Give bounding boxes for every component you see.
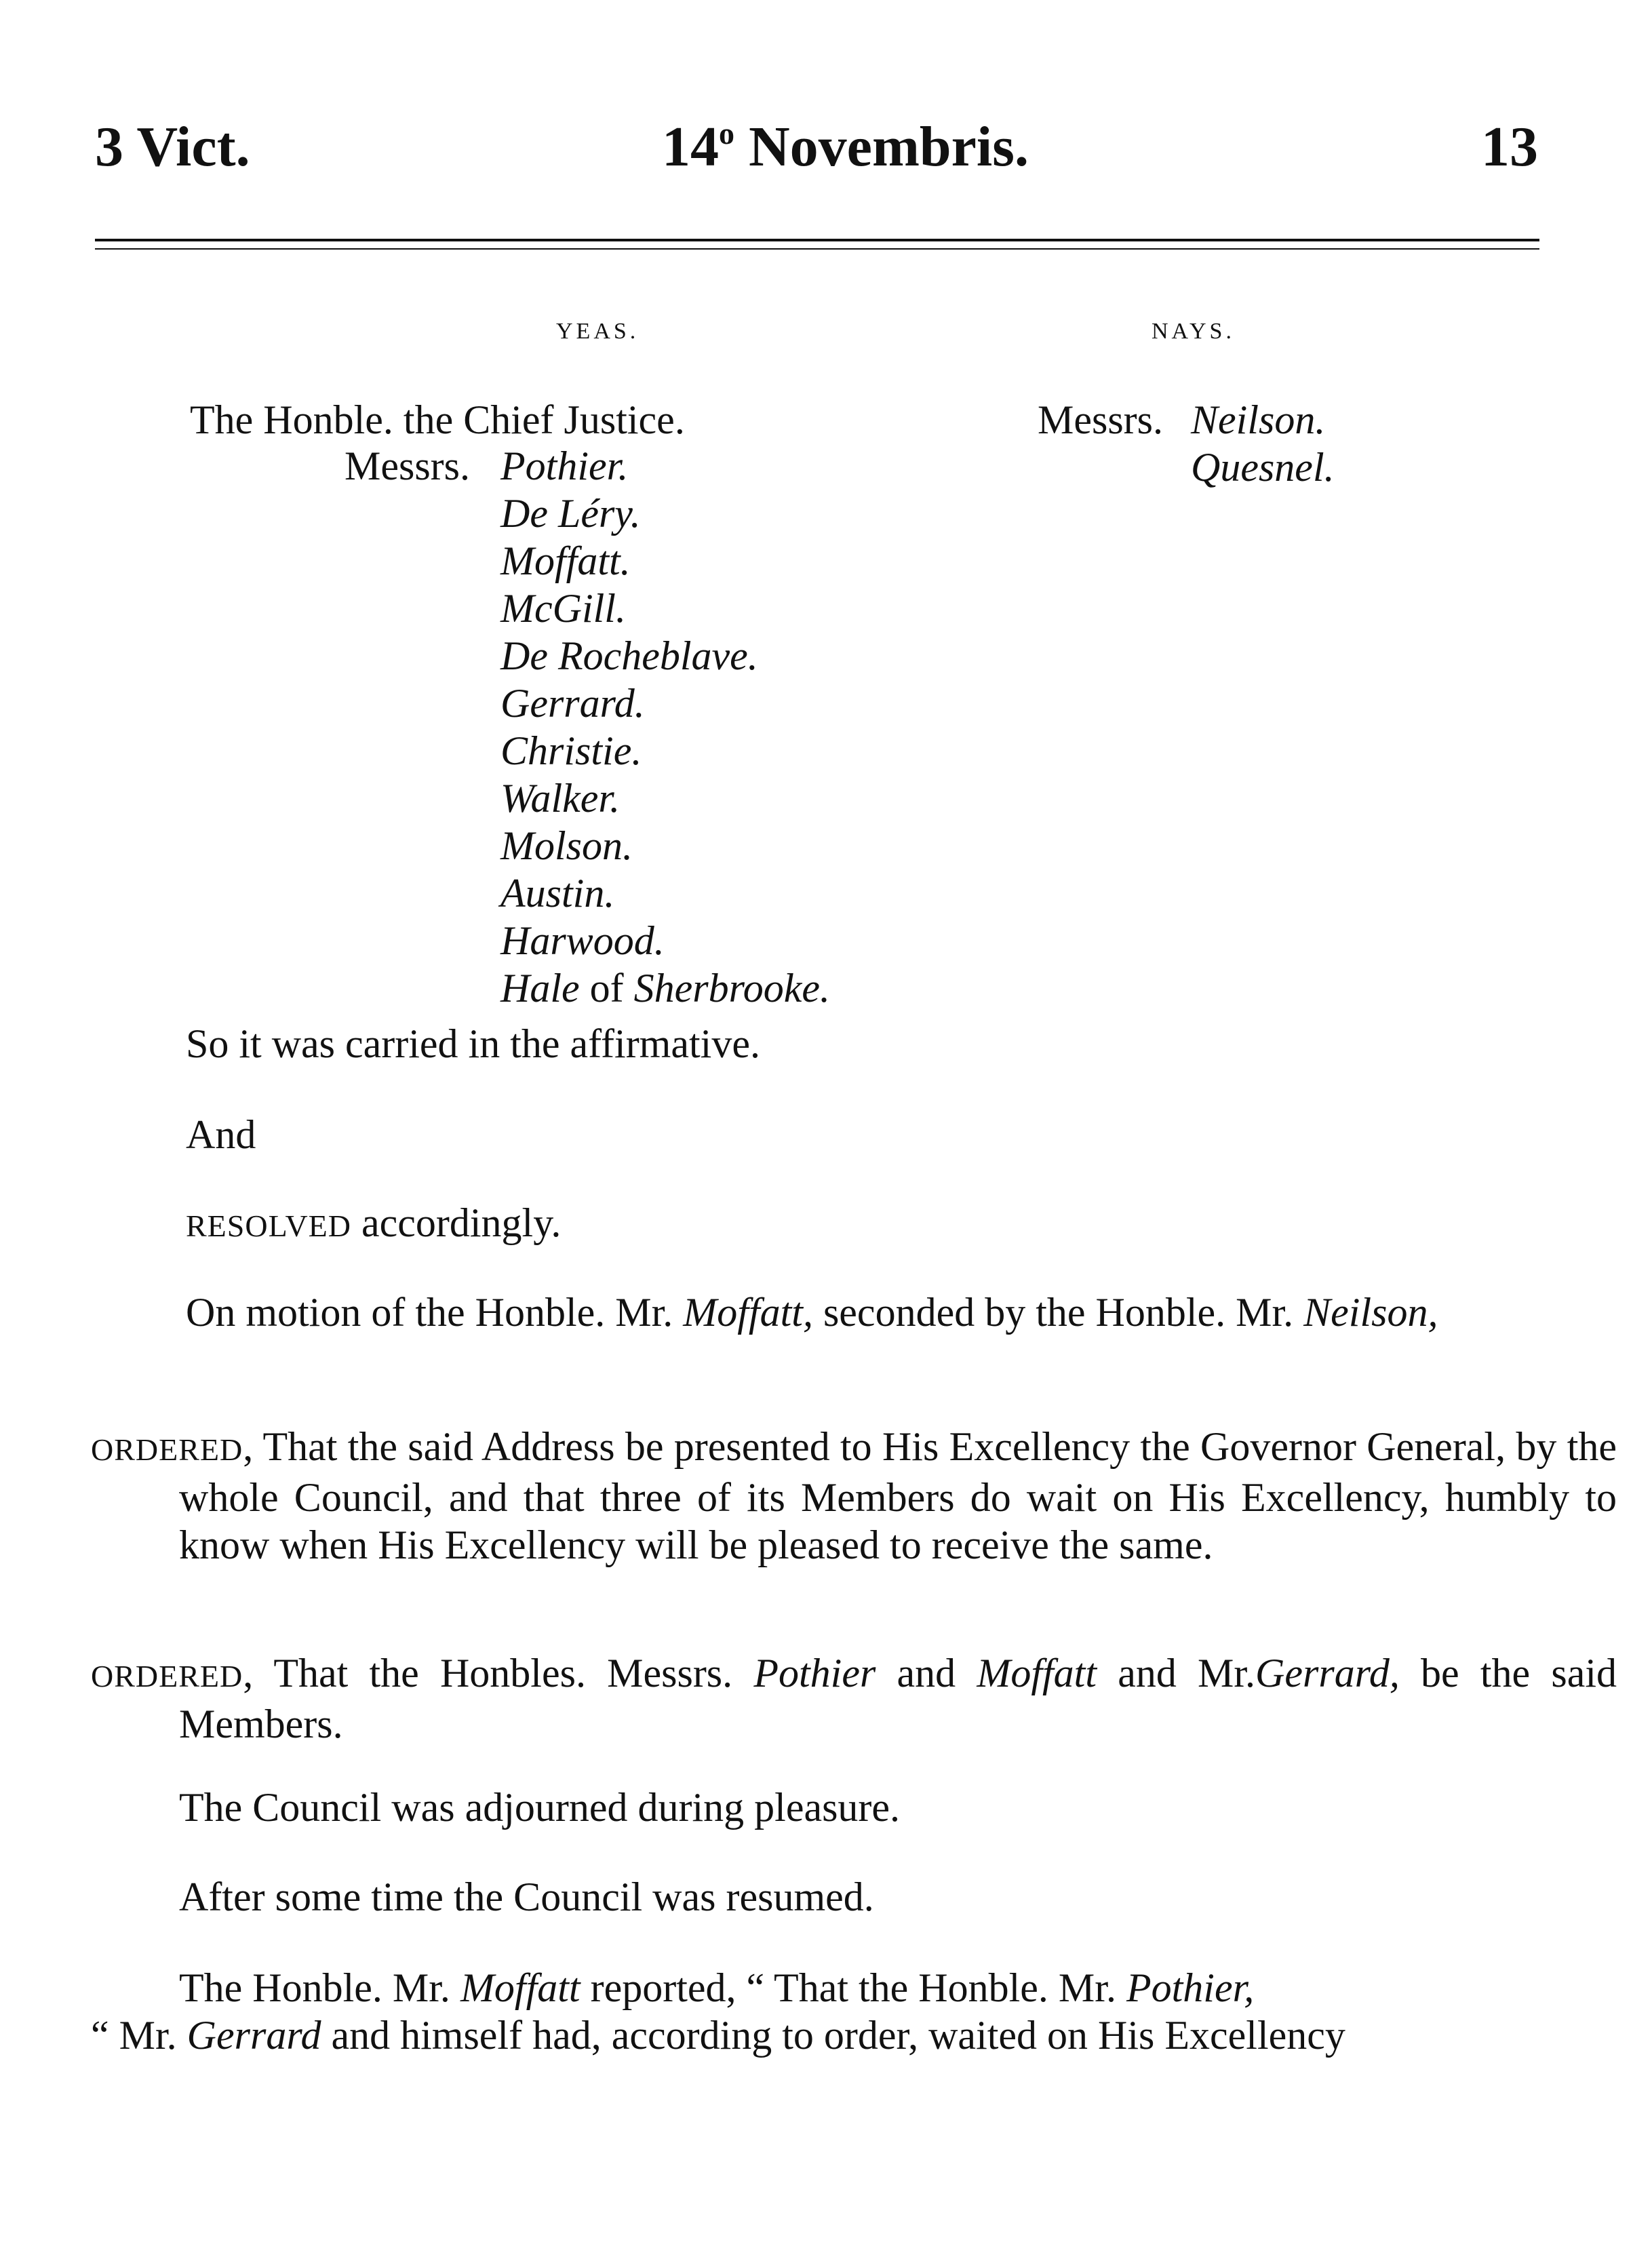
report-continuation: “ Mr. Gerrard and himself had, according to order, waited on His Excellency xyxy=(91,2013,1345,2058)
yeas-name: Walker. xyxy=(500,776,621,821)
ordered-label: ORDERED xyxy=(91,1659,243,1693)
page-number: 13 xyxy=(1481,115,1538,178)
ordered-paragraph-2: ORDERED, That the Honbles. Messrs. Pothier and Moffatt and Mr.Gerrard, be the said Members. xyxy=(91,1651,1617,1746)
yeas-name: Pothier. xyxy=(500,444,629,488)
yeas-name: Christie. xyxy=(500,728,642,773)
running-head-date xyxy=(662,114,1029,180)
ordered-label: ORDERED xyxy=(91,1432,243,1467)
resumed-line: After some time the Council was resumed. xyxy=(179,1875,874,1919)
yeas-name: Moffatt. xyxy=(500,538,631,583)
yeas-name: Harwood. xyxy=(500,918,665,963)
date-day: 14 xyxy=(662,115,719,178)
yeas-name: McGill. xyxy=(500,586,626,631)
yeas-heading: YEAS. xyxy=(556,319,640,344)
and-line: And xyxy=(186,1112,256,1157)
motion-paragraph: On motion of the Honble. Mr. Moffatt, seconded by the Honble. Mr. Neilson, xyxy=(186,1290,1438,1335)
yeas-name-last: Hale of Sherbrooke. xyxy=(500,966,830,1010)
report-paragraph: The Honble. Mr. Moffatt reported, “ That the Honble. Mr. Pothier, xyxy=(179,1965,1255,2010)
yeas-name: De Léry. xyxy=(500,491,641,536)
yeas-chief-justice: The Honble. the Chief Justice. xyxy=(190,397,685,442)
nays-name: Quesnel. xyxy=(1191,445,1335,490)
resolved-label: RESOLVED xyxy=(186,1209,351,1243)
yeas-name: De Rocheblave. xyxy=(500,633,758,678)
date-month: Novembris. xyxy=(749,115,1029,178)
header-rule-thick xyxy=(95,239,1539,241)
ordered-paragraph-1: ORDERED, That the said Address be presented to His Excellency the Governor General, by the whole Council, and that three of its Members do wait on His Excellency, humbly to know when His Excellency will be pleased to receive the same. xyxy=(91,1424,1617,1567)
nays-messrs-label: Messrs. xyxy=(1038,397,1164,442)
yeas-name-list xyxy=(500,442,830,1012)
header-rule-thin xyxy=(95,248,1539,250)
yeas-messrs-label: Messrs. xyxy=(345,444,471,488)
resolved-line: RESOLVED accordingly. xyxy=(186,1200,562,1245)
nays-name: Neilson. xyxy=(1191,397,1326,442)
carried-line: So it was carried in the affirmative. xyxy=(186,1021,760,1066)
nays-name-list xyxy=(1191,396,1335,491)
yeas-name: Austin. xyxy=(500,871,615,916)
nays-heading: NAYS. xyxy=(1152,319,1235,344)
yeas-name: Molson. xyxy=(500,823,633,868)
date-ordinal: o xyxy=(719,116,734,151)
running-head-session: 3 Vict. xyxy=(95,115,250,178)
adjourned-line: The Council was adjourned during pleasure. xyxy=(179,1785,901,1830)
yeas-name: Gerrard. xyxy=(500,681,645,726)
